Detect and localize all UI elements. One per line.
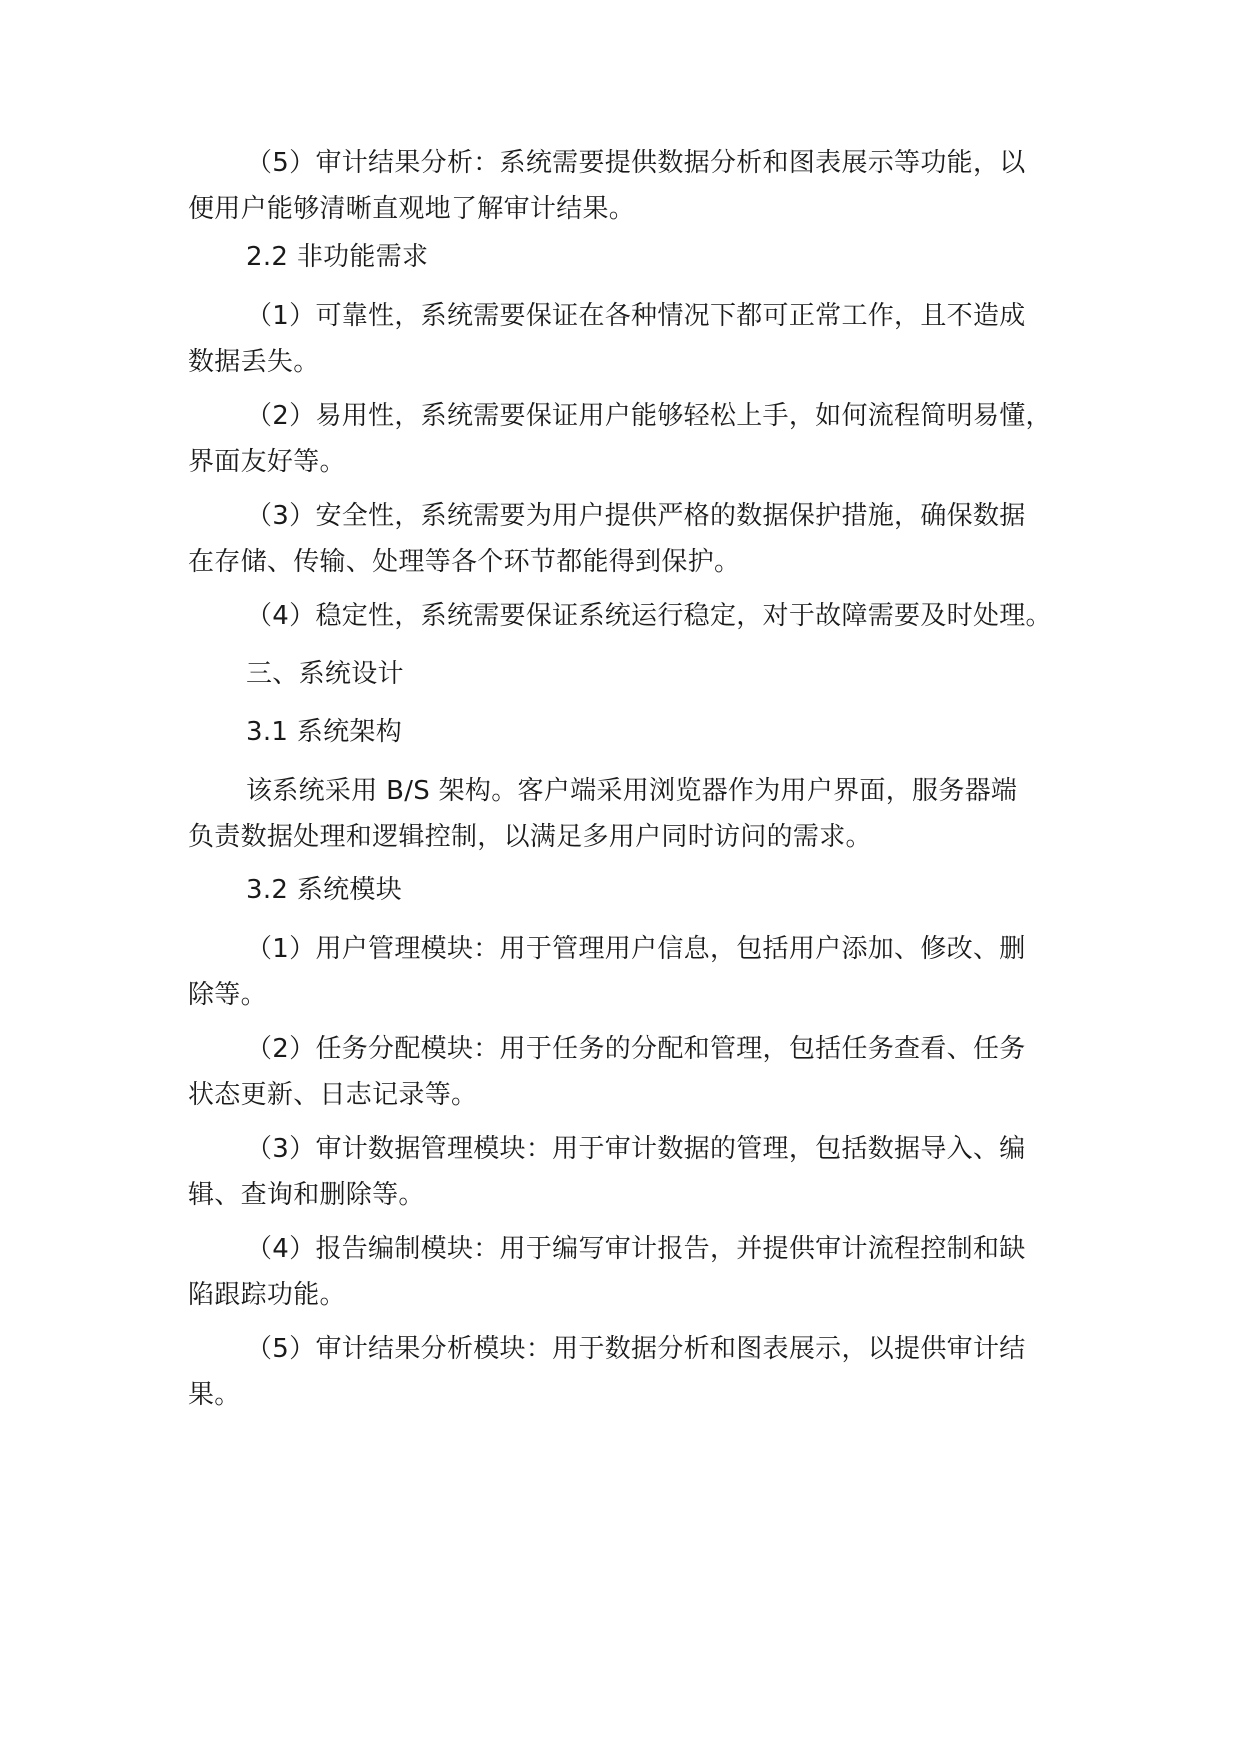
chapter-heading-system-design xyxy=(188,651,1088,697)
heading-text: 3.2 系统模块 xyxy=(246,875,403,905)
paragraph-audit-data-module xyxy=(188,1126,1088,1218)
paragraph-line: （5）审计结果分析：系统需要提供数据分析和图表展示等功能，以 xyxy=(246,148,1026,178)
paragraph-line: 负责数据处理和逻辑控制，以满足多用户同时访问的需求。 xyxy=(188,822,872,852)
paragraph-line: 果。 xyxy=(188,1380,241,1410)
paragraph-line: （4）稳定性，系统需要保证系统运行稳定，对于故障需要及时处理。 xyxy=(246,601,1052,631)
paragraph-audit-result-analysis xyxy=(188,140,1088,232)
paragraph-line: （3）审计数据管理模块：用于审计数据的管理，包括数据导入、编 xyxy=(246,1134,1026,1164)
paragraph-result-analysis-module xyxy=(188,1326,1088,1418)
paragraph-line: （2）任务分配模块：用于任务的分配和管理，包括任务查看、任务 xyxy=(246,1034,1026,1064)
paragraph-line: （5）审计结果分析模块：用于数据分析和图表展示，以提供审计结 xyxy=(246,1334,1026,1364)
paragraph-line: （3）安全性，系统需要为用户提供严格的数据保护措施，确保数据 xyxy=(246,501,1026,531)
paragraph-line: （4）报告编制模块：用于编写审计报告，并提供审计流程控制和缺 xyxy=(246,1234,1026,1264)
heading-text: 3.1 系统架构 xyxy=(246,717,403,747)
paragraph-line: 陷跟踪功能。 xyxy=(188,1280,346,1310)
paragraph-security xyxy=(188,493,1088,585)
paragraph-architecture xyxy=(188,768,1088,860)
paragraph-user-module xyxy=(188,926,1088,1018)
paragraph-line: 在存储、传输、处理等各个环节都能得到保护。 xyxy=(188,547,741,577)
paragraph-line: （1）可靠性，系统需要保证在各种情况下都可正常工作，且不造成 xyxy=(246,301,1026,331)
paragraph-line: 数据丢失。 xyxy=(188,347,320,377)
paragraph-report-module xyxy=(188,1226,1088,1318)
paragraph-line: 便用户能够清晰直观地了解审计结果。 xyxy=(188,194,636,224)
heading-text: 2.2 非功能需求 xyxy=(246,242,429,272)
paragraph-line: （2）易用性，系统需要保证用户能够轻松上手，如何流程简明易懂， xyxy=(246,401,1052,431)
paragraph-task-module xyxy=(188,1026,1088,1118)
paragraph-line: （1）用户管理模块：用于管理用户信息，包括用户添加、修改、删 xyxy=(246,934,1026,964)
paragraph-usability xyxy=(188,393,1088,485)
section-heading-architecture xyxy=(188,709,1088,755)
paragraph-line: 界面友好等。 xyxy=(188,447,346,477)
section-heading-modules xyxy=(188,867,1088,913)
paragraph-line: 辑、查询和删除等。 xyxy=(188,1180,425,1210)
section-heading-nonfunctional xyxy=(188,234,1088,280)
paragraph-line: 除等。 xyxy=(188,980,267,1010)
heading-text: 三、系统设计 xyxy=(246,659,404,689)
paragraph-reliability xyxy=(188,293,1088,385)
paragraph-line: 状态更新、日志记录等。 xyxy=(188,1080,478,1110)
paragraph-line: 该系统采用 B/S 架构。客户端采用浏览器作为用户界面，服务器端 xyxy=(246,776,1018,806)
paragraph-stability xyxy=(188,593,1088,639)
